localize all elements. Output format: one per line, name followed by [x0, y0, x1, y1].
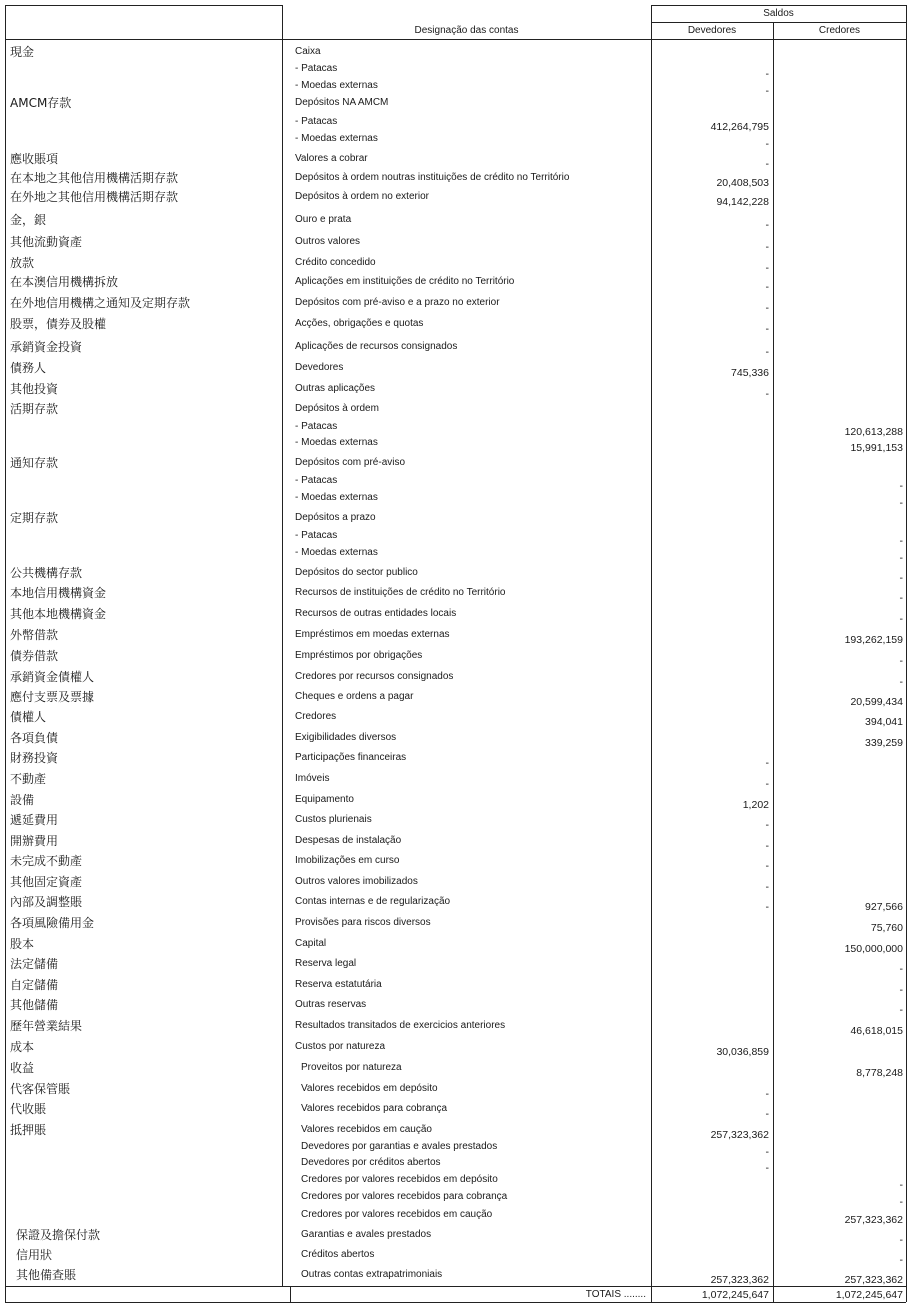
account-pt-label: Devedores por créditos abertos: [301, 1157, 441, 1168]
account-zh-label: 收益: [10, 1061, 35, 1075]
account-pt-label: Depósitos com pré-aviso e a prazo no exterior: [295, 297, 500, 308]
credores-value: -: [899, 613, 903, 625]
devedores-value: -: [765, 881, 769, 893]
account-pt-label: - Moedas externas: [295, 547, 378, 558]
account-zh-label: 其他本地機構資金: [10, 607, 107, 621]
credores-value: -: [899, 572, 903, 584]
devedores-value: 257,323,362: [710, 1274, 769, 1286]
account-pt-label: Reserva estatutária: [295, 979, 382, 990]
account-pt-label: Depósitos à ordem no exterior: [295, 191, 429, 202]
header-devedores: Devedores: [687, 25, 737, 36]
totals-bottom-line: [5, 1302, 906, 1303]
account-pt-label: Créditos abertos: [301, 1249, 375, 1260]
account-zh-label: 承銷資金投資: [10, 340, 83, 354]
devedores-value: -: [765, 1088, 769, 1100]
account-zh-label: 在本地之其他信用機構活期存款: [10, 171, 179, 185]
devedores-value: -: [765, 840, 769, 852]
devedores-value: -: [765, 281, 769, 293]
account-pt-label: Recursos de outras entidades locais: [295, 608, 457, 619]
account-pt-label: Reserva legal: [295, 958, 357, 969]
account-pt-label: Outras contas extrapatrimoniais: [301, 1269, 443, 1280]
credores-value: 193,262,159: [844, 634, 903, 646]
devedores-value: -: [765, 68, 769, 80]
account-zh-label: 放款: [10, 256, 35, 270]
account-pt-label: - Patacas: [295, 530, 338, 541]
account-pt-label: Acções, obrigações e quotas: [295, 318, 424, 329]
account-pt-label: Equipamento: [295, 794, 354, 805]
credores-value: 75,760: [870, 922, 903, 934]
devedores-value: -: [765, 219, 769, 231]
credores-value: -: [899, 592, 903, 604]
devedores-value: 94,142,228: [716, 196, 769, 208]
account-pt-label: Recursos de instituições de crédito no Território: [295, 587, 506, 598]
account-zh-label: 外幣借款: [10, 628, 59, 642]
col-line-pt-totals: [290, 1286, 291, 1302]
account-pt-label: Aplicações em instituições de crédito no Território: [295, 276, 515, 287]
account-pt-label: Custos por natureza: [295, 1041, 386, 1052]
devedores-value: -: [765, 323, 769, 335]
account-zh-label: 保證及擔保付款: [16, 1228, 101, 1242]
account-zh-label: 定期存款: [10, 511, 59, 525]
account-pt-label: Contas internas e de regularização: [295, 896, 451, 907]
account-pt-label: Despesas de instalação: [295, 835, 402, 846]
devedores-value: 257,323,362: [710, 1129, 769, 1141]
account-zh-label: 抵押賬: [10, 1123, 47, 1137]
devedores-value: -: [765, 757, 769, 769]
account-zh-label: 代收賬: [10, 1102, 47, 1116]
account-pt-label: Outras reservas: [295, 999, 367, 1010]
account-pt-label: Depósitos à ordem noutras instituições de crédito no Território: [295, 172, 570, 183]
devedores-value: 30,036,859: [716, 1046, 769, 1058]
col-line-pt: [282, 5, 283, 1286]
account-pt-label: Valores recebidos para cobrança: [301, 1103, 448, 1114]
account-pt-label: Devedores por garantias e avales prestados: [301, 1141, 498, 1152]
account-zh-label: 公共機構存款: [10, 566, 83, 580]
header-saldos: Saldos: [763, 8, 794, 19]
credores-value: -: [899, 1234, 903, 1246]
account-pt-label: Valores a cobrar: [295, 153, 368, 164]
account-pt-label: Garantias e avales prestados: [301, 1229, 432, 1240]
account-pt-label: Exigibilidades diversos: [295, 732, 397, 743]
credores-value: 927,566: [865, 901, 903, 913]
account-pt-label: Cheques e ordens a pagar: [295, 691, 414, 702]
devedores-value: 412,264,795: [710, 121, 769, 133]
account-pt-label: Depósitos com pré-aviso: [295, 457, 406, 468]
credores-value: 257,323,362: [844, 1274, 903, 1286]
account-zh-label: 承銷資金債權人: [10, 670, 95, 684]
account-pt-label: Depósitos do sector publico: [295, 567, 418, 578]
account-zh-label: 應收賬項: [10, 152, 59, 166]
account-pt-label: Aplicações de recursos consignados: [295, 341, 458, 352]
account-pt-label: - Patacas: [295, 421, 338, 432]
devedores-value: -: [765, 1162, 769, 1174]
account-pt-label: Imobilizações em curso: [295, 855, 400, 866]
account-zh-label: 債券借款: [10, 649, 59, 663]
devedores-value: -: [765, 388, 769, 400]
devedores-value: -: [765, 901, 769, 913]
devedores-value: -: [765, 1108, 769, 1120]
account-zh-label: 其他儲備: [10, 998, 59, 1012]
account-pt-label: Participações financeiras: [295, 752, 407, 763]
account-zh-label: 活期存款: [10, 402, 59, 416]
account-pt-label: Outros valores imobilizados: [295, 876, 418, 887]
account-pt-label: Credores por valores recebidos em caução: [301, 1209, 493, 1220]
credores-value: -: [899, 655, 903, 667]
devedores-value: -: [765, 138, 769, 150]
account-pt-label: Outros valores: [295, 236, 361, 247]
credores-value: -: [899, 480, 903, 492]
account-zh-label: AMCM存款: [10, 96, 72, 110]
header-designation: Designação das contas: [414, 25, 519, 36]
account-pt-label: Credores por valores recebidos em depósito: [301, 1174, 498, 1185]
account-pt-label: Credores: [295, 711, 337, 722]
credores-value: -: [899, 497, 903, 509]
devedores-value: 20,408,503: [716, 177, 769, 189]
credores-value: -: [899, 1179, 903, 1191]
saldos-divider: [651, 22, 906, 23]
devedores-value: 1,202: [742, 799, 769, 811]
account-pt-label: Caixa: [295, 46, 321, 57]
account-zh-label: 自定儲備: [10, 978, 59, 992]
account-zh-label: 在外地之其他信用機構活期存款: [10, 190, 179, 204]
totals-credores: 1,072,245,647: [835, 1289, 903, 1301]
account-zh-label: 本地信用機構資金: [10, 586, 107, 600]
account-zh-label: 開辦費用: [10, 834, 59, 848]
col-line-right: [906, 5, 907, 1302]
account-pt-label: Valores recebidos em depósito: [301, 1083, 438, 1094]
account-pt-label: Empréstimos por obrigações: [295, 650, 423, 661]
devedores-value: -: [765, 241, 769, 253]
account-pt-label: Credores por recursos consignados: [295, 671, 454, 682]
account-pt-label: - Patacas: [295, 63, 338, 74]
account-zh-label: 財務投資: [10, 751, 59, 765]
credores-value: 20,599,434: [850, 696, 903, 708]
account-zh-label: 信用狀: [16, 1248, 53, 1262]
devedores-value: -: [765, 819, 769, 831]
account-zh-label: 各項風險備用金: [10, 916, 95, 930]
devedores-value: -: [765, 778, 769, 790]
credores-value: -: [899, 1004, 903, 1016]
devedores-value: -: [765, 346, 769, 358]
devedores-value: 745,336: [731, 367, 769, 379]
credores-value: 394,041: [865, 716, 903, 728]
totals-devedores: 1,072,245,647: [701, 1289, 769, 1301]
account-zh-label: 其他備查賬: [16, 1268, 77, 1282]
table-top-line: [5, 5, 282, 6]
account-pt-label: Depósitos à ordem: [295, 403, 379, 414]
account-pt-label: Provisões para riscos diversos: [295, 917, 431, 928]
devedores-value: -: [765, 1146, 769, 1158]
account-zh-label: 代客保管賬: [10, 1082, 71, 1096]
account-pt-label: Credores por valores recebidos para cobrança: [301, 1191, 508, 1202]
credores-value: 15,991,153: [850, 442, 903, 454]
account-zh-label: 現金: [10, 45, 35, 59]
account-zh-label: 其他流動資產: [10, 235, 83, 249]
account-pt-label: Ouro e prata: [295, 214, 352, 225]
account-pt-label: Imóveis: [295, 773, 330, 784]
header-credores: Credores: [818, 25, 861, 36]
account-zh-label: 應付支票及票據: [10, 690, 95, 704]
account-zh-label: 設備: [10, 793, 35, 807]
account-pt-label: - Moedas externas: [295, 492, 378, 503]
credores-value: -: [899, 1254, 903, 1266]
header-top-line: [651, 5, 906, 6]
account-zh-label: 金，銀: [10, 213, 47, 227]
credores-value: 339,259: [865, 737, 903, 749]
credores-value: 257,323,362: [844, 1214, 903, 1226]
devedores-value: -: [765, 262, 769, 274]
account-pt-label: - Moedas externas: [295, 80, 378, 91]
credores-value: 150,000,000: [844, 943, 903, 955]
account-zh-label: 遞延費用: [10, 813, 59, 827]
account-zh-label: 歷年營業結果: [10, 1019, 83, 1033]
account-zh-label: 在外地信用機構之通知及定期存款: [10, 296, 191, 310]
account-zh-label: 債權人: [10, 710, 47, 724]
account-pt-label: Depósitos a prazo: [295, 512, 376, 523]
account-pt-label: Valores recebidos em caução: [301, 1124, 432, 1135]
credores-value: -: [899, 963, 903, 975]
account-zh-label: 其他投資: [10, 382, 59, 396]
account-zh-label: 其他固定資產: [10, 875, 83, 889]
account-zh-label: 未完成不動產: [10, 854, 83, 868]
account-zh-label: 成本: [10, 1040, 35, 1054]
devedores-value: -: [765, 860, 769, 872]
credores-value: -: [899, 676, 903, 688]
body-bottom-line: [5, 1286, 906, 1287]
account-pt-label: Crédito concedido: [295, 257, 376, 268]
account-zh-label: 法定儲備: [10, 957, 59, 971]
account-zh-label: 股本: [10, 937, 35, 951]
account-pt-label: Outras aplicações: [295, 383, 376, 394]
col-line-left: [5, 5, 6, 1302]
account-zh-label: 各項負債: [10, 731, 59, 745]
account-pt-label: Proveitos por natureza: [301, 1062, 402, 1073]
account-pt-label: Capital: [295, 938, 327, 949]
credores-value: -: [899, 984, 903, 996]
account-pt-label: - Patacas: [295, 475, 338, 486]
account-pt-label: Depósitos NA AMCM: [295, 97, 389, 108]
credores-value: 120,613,288: [844, 426, 903, 438]
devedores-value: -: [765, 85, 769, 97]
account-zh-label: 通知存款: [10, 456, 59, 470]
header-bottom-line: [5, 39, 906, 40]
credores-value: -: [899, 535, 903, 547]
totals-label: TOTAIS ........: [585, 1289, 646, 1300]
account-pt-label: Empréstimos em moedas externas: [295, 629, 450, 640]
account-pt-label: - Moedas externas: [295, 133, 378, 144]
account-pt-label: - Moedas externas: [295, 437, 378, 448]
account-pt-label: - Patacas: [295, 116, 338, 127]
account-pt-label: Custos plurienais: [295, 814, 372, 825]
credores-value: -: [899, 552, 903, 564]
account-zh-label: 在本澳信用機構拆放: [10, 275, 119, 289]
account-pt-label: Devedores: [295, 362, 344, 373]
devedores-value: -: [765, 302, 769, 314]
credores-value: 8,778,248: [856, 1067, 903, 1079]
credores-value: -: [899, 1196, 903, 1208]
account-zh-label: 內部及調整賬: [10, 895, 83, 909]
account-zh-label: 股票，債券及股權: [10, 317, 107, 331]
account-zh-label: 不動產: [10, 772, 47, 786]
credores-value: 46,618,015: [850, 1025, 903, 1037]
account-pt-label: Resultados transitados de exercicios anteriores: [295, 1020, 506, 1031]
devedores-value: -: [765, 158, 769, 170]
account-zh-label: 債務人: [10, 361, 47, 375]
